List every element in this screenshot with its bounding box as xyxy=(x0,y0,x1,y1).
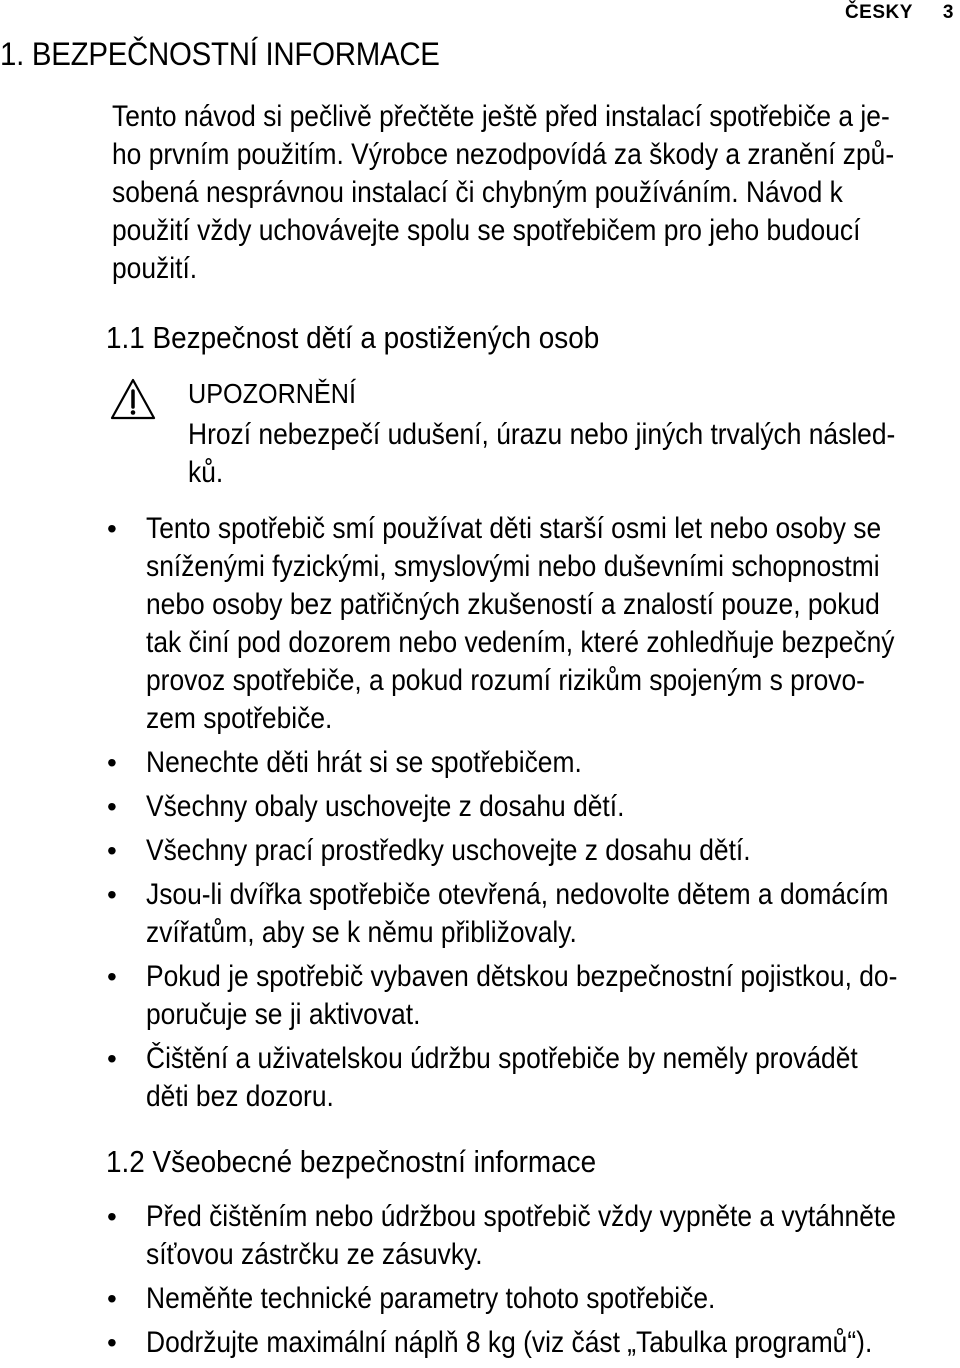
list-item-line: provoz spotřebiče, a pokud rozumí rizikům spojeným s provo- xyxy=(146,664,865,697)
list-item-line: Neměňte technické parametry tohoto spotřebiče. xyxy=(146,1282,716,1315)
section-title: Všeobecné bezpečnostní informace xyxy=(152,1144,597,1179)
bullet-icon: • xyxy=(107,1201,117,1232)
list-item xyxy=(104,1280,960,1318)
intro-paragraph xyxy=(112,98,960,288)
bullet-icon: • xyxy=(107,747,117,778)
page-number: 3 xyxy=(942,2,954,23)
list-item xyxy=(104,832,960,870)
bullet-icon: • xyxy=(107,1043,117,1074)
list-item-line: Všechny obaly uschovejte z dosahu dětí. xyxy=(146,790,625,823)
bullet-icon: • xyxy=(107,879,117,910)
list-item-line: zvířatům, aby se k němu přibližovaly. xyxy=(146,916,577,949)
section-title: Bezpečnost dětí a postižených osob xyxy=(152,320,600,355)
bullet-icon: • xyxy=(107,1327,117,1358)
bullet-icon: • xyxy=(107,791,117,822)
list-item xyxy=(104,744,960,782)
list-item-line: síťovou zástrčku ze zásuvky. xyxy=(146,1238,483,1271)
list-item-line: Pokud je spotřebič vybaven dětskou bezpečnostní pojistkou, do- xyxy=(146,960,898,993)
warning-line: Hrozí nebezpečí udušení, úrazu nebo jiných trvalých násled- xyxy=(188,418,896,451)
section-number: 1.1 xyxy=(106,320,145,355)
list-item-line: Tento spotřebič smí používat děti starší osmi let nebo osoby se xyxy=(146,512,882,545)
intro-line: Tento návod si pečlivě přečtěte ještě před instalací spotřebiče a je- xyxy=(112,100,890,133)
bullet-list-1-1 xyxy=(104,510,960,1122)
list-item xyxy=(104,1324,960,1362)
list-item-line: Čištění a uživatelskou údržbu spotřebiče by neměly provádět xyxy=(146,1042,858,1075)
bullet-icon: • xyxy=(107,961,117,992)
list-item-line: Dodržujte maximální náplň 8 kg (viz část „Tabulka programů“). xyxy=(146,1326,873,1359)
list-item xyxy=(104,876,960,952)
list-item-line: poručuje se ji aktivovat. xyxy=(146,998,421,1031)
list-item xyxy=(104,788,960,826)
section-heading-1-2 xyxy=(106,1144,596,1180)
list-item xyxy=(104,1198,960,1274)
list-item-line: tak činí pod dozorem nebo vedením, které zohledňuje bezpečný xyxy=(146,626,895,659)
list-item xyxy=(104,958,960,1034)
list-item-line: zem spotřebiče. xyxy=(146,702,333,735)
warning-title: UPOZORNĚNÍ xyxy=(188,378,357,409)
list-item xyxy=(104,510,960,738)
warning-text xyxy=(188,416,960,492)
list-item-line: Všechny prací prostředky uschovejte z dosahu dětí. xyxy=(146,834,751,867)
list-item-line: Jsou-li dvířka spotřebiče otevřená, nedovolte dětem a domácím xyxy=(146,878,889,911)
list-item xyxy=(104,1040,960,1116)
list-item-line: nebo osoby bez patřičných zkušeností a znalostí pouze, pokud xyxy=(146,588,880,621)
bullet-list-1-2 xyxy=(104,1198,960,1368)
page-header xyxy=(845,2,954,24)
section-heading-1-1 xyxy=(106,320,599,356)
intro-line: sobená nesprávnou instalací či chybným používáním. Návod k xyxy=(112,176,843,209)
bullet-icon: • xyxy=(107,835,117,866)
section-number: 1.2 xyxy=(106,1144,145,1179)
bullet-icon: • xyxy=(107,1283,117,1314)
bullet-icon: • xyxy=(107,513,117,544)
list-item-line: děti bez dozoru. xyxy=(146,1080,334,1113)
chapter-title: 1. BEZPEČNOSTNÍ INFORMACE xyxy=(0,36,440,72)
intro-line: použití. xyxy=(112,252,198,285)
intro-line: použití vždy uchovávejte spolu se spotřebičem pro jeho budoucí xyxy=(112,214,861,247)
header-language: ČESKY xyxy=(844,2,913,23)
warning-triangle-icon xyxy=(110,378,156,425)
list-item-line: Před čištěním nebo údržbou spotřebič vždy vypněte a vytáhněte xyxy=(146,1200,896,1233)
list-item-line: Nenechte děti hrát si se spotřebičem. xyxy=(146,746,582,779)
intro-line: ho prvním použitím. Výrobce nezodpovídá za škody a zranění způ- xyxy=(112,138,895,171)
list-item-line: sníženými fyzickými, smyslovými nebo duševními schopnostmi xyxy=(146,550,880,583)
warning-line: ků. xyxy=(188,456,224,489)
